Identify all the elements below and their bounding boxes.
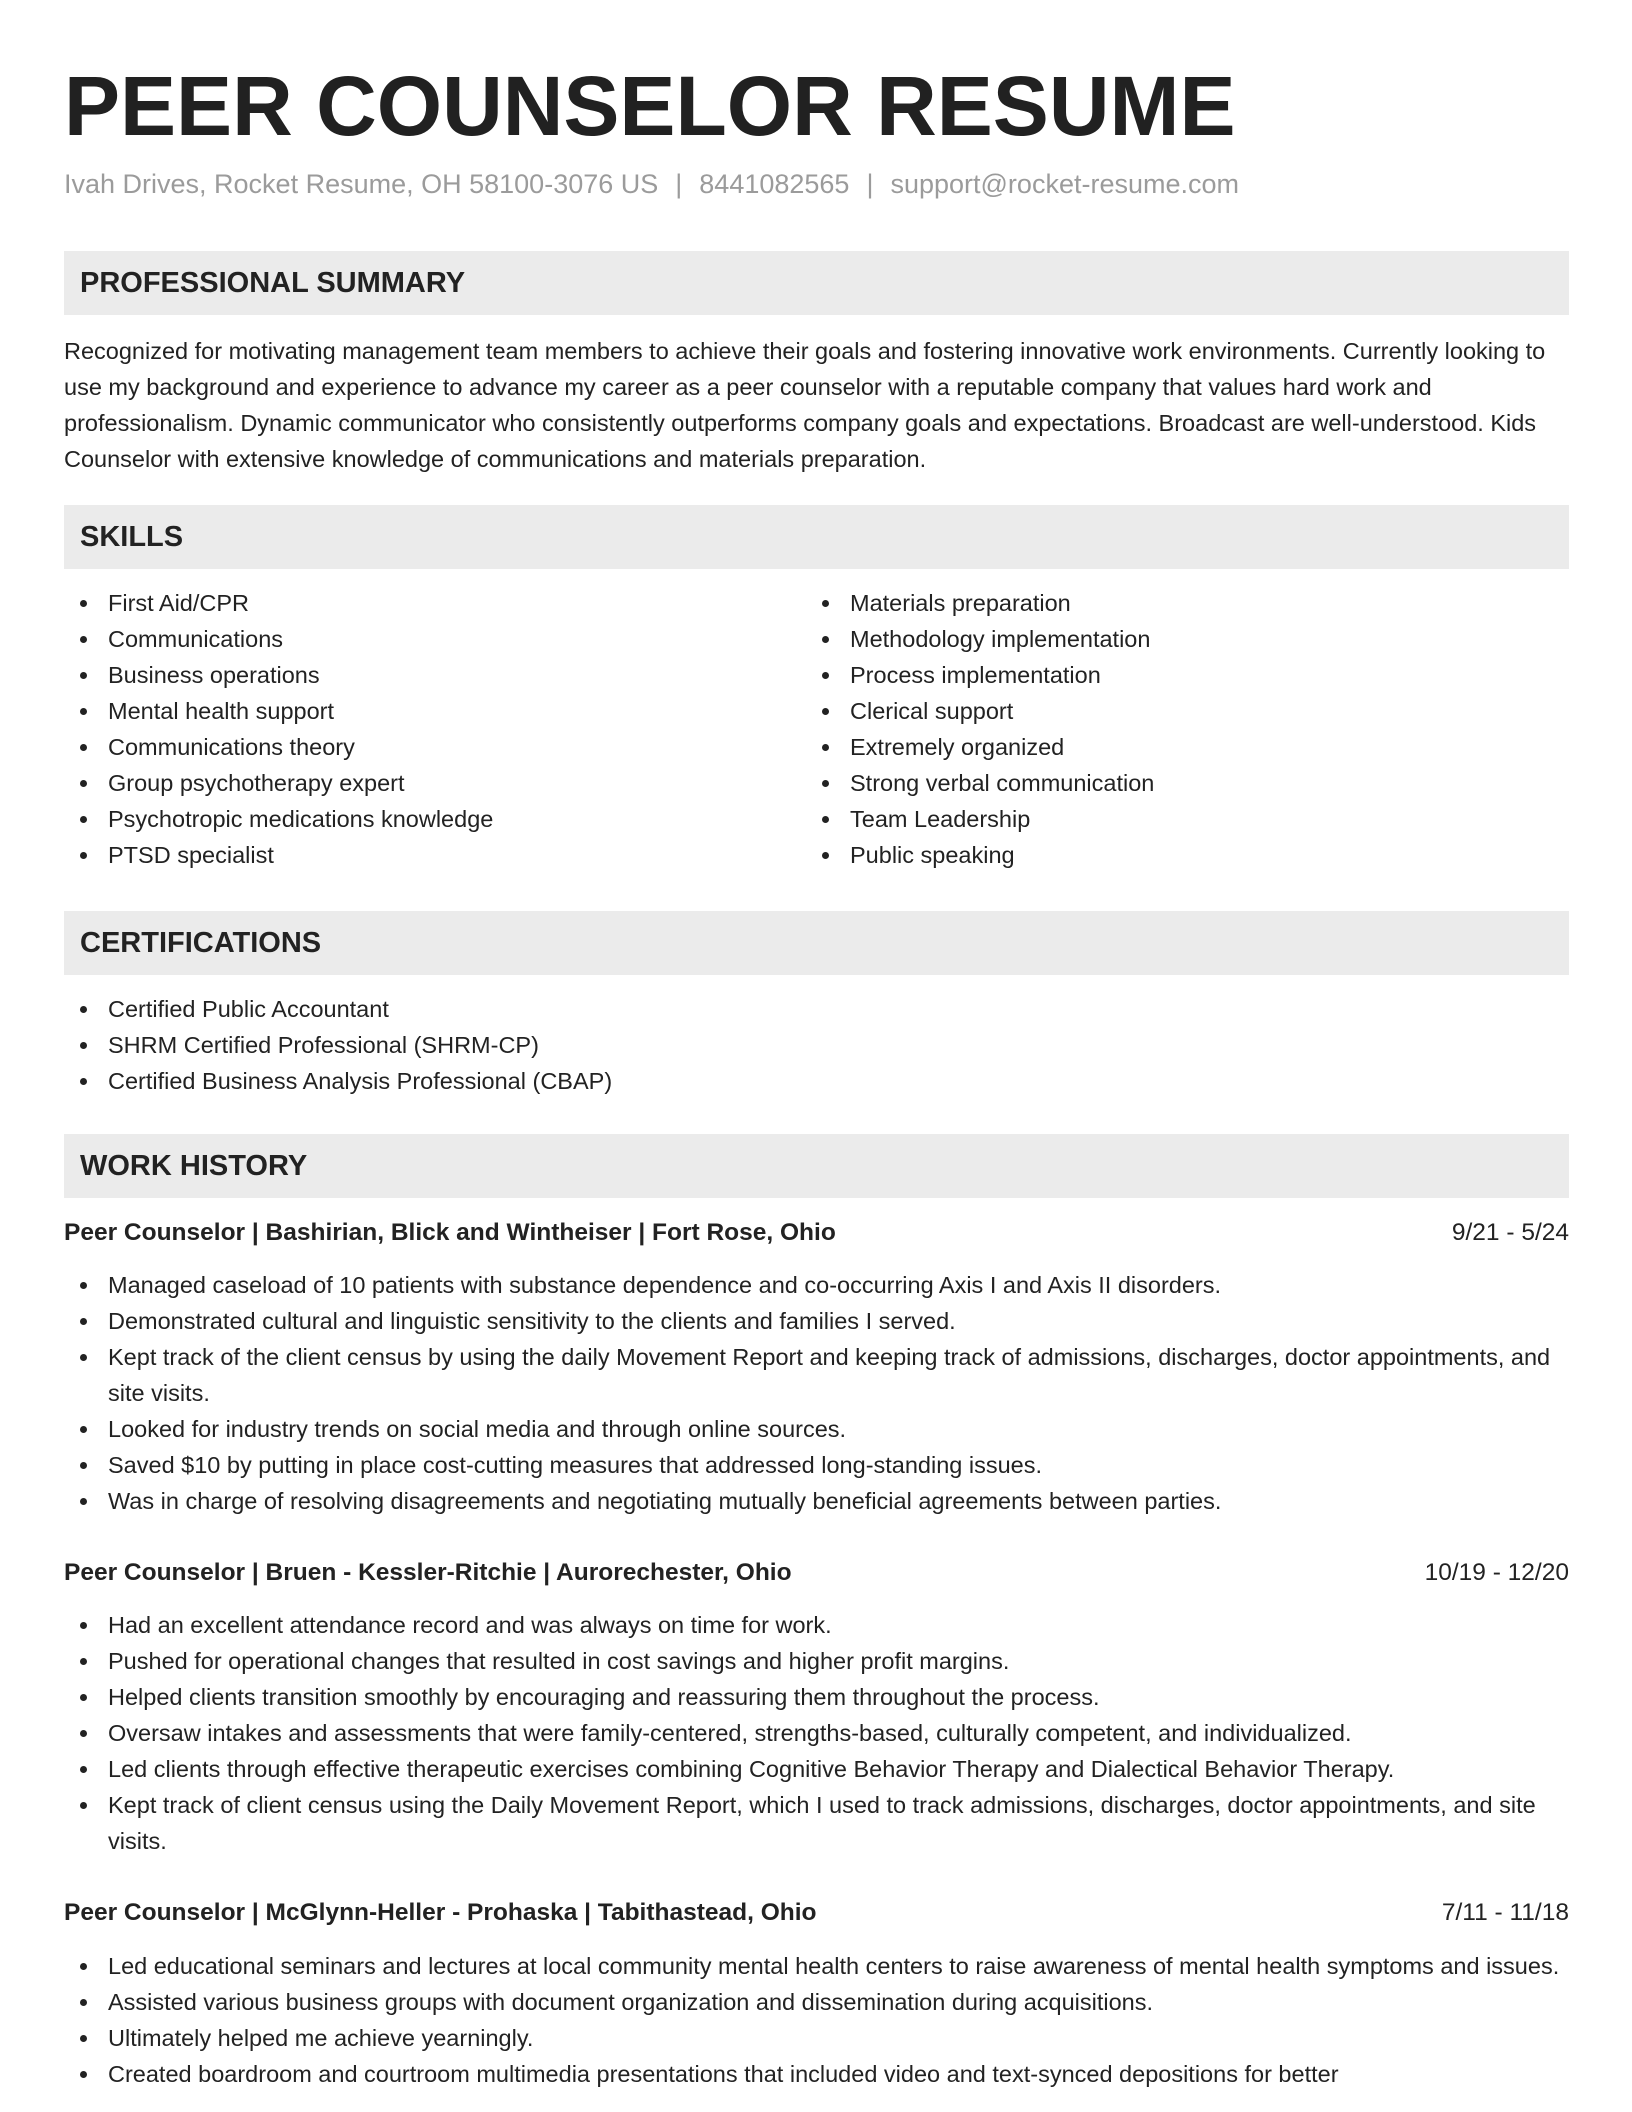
work-heading: WORK HISTORY — [80, 1150, 308, 1182]
skill-item: Materials preparation — [806, 585, 1566, 621]
contact-separator: | — [866, 169, 874, 199]
job-bullet: Had an excellent attendance record and was always on time for work. — [64, 1607, 1569, 1643]
skills-list-right — [806, 585, 1566, 873]
skill-item: Strong verbal communication — [806, 765, 1566, 801]
certifications-heading: CERTIFICATIONS — [80, 927, 322, 959]
resume-title: PEER COUNSELOR RESUME — [64, 59, 1236, 153]
job-dates: 7/11 - 11/18 — [1441, 1899, 1569, 1926]
job-bullet: Managed caseload of 10 patients with substance dependence and co-occurring Axis I and Axis II disorders. — [64, 1267, 1569, 1303]
certification-item: Certified Business Analysis Professional (CBAP) — [64, 1063, 1569, 1099]
job-title: Peer Counselor | McGlynn-Heller - Prohaska | Tabithastead, Ohio — [64, 1899, 817, 1926]
job-header — [64, 1215, 1569, 1251]
job-bullet: Was in charge of resolving disagreements and negotiating mutually beneficial agreements between parties. — [64, 1483, 1569, 1519]
job-title: Peer Counselor | Bashirian, Blick and Wintheiser | Fort Rose, Ohio — [64, 1219, 836, 1246]
job-bullets — [64, 1948, 1569, 2092]
summary-text: Recognized for motivating management team members to achieve their goals and fostering innovative work environments. Currently looking to use my background and experience to advance my career as a peer counselor with a reputable company that values hard work and professionalism. Dynamic communicator who consistently outperforms company goals and expectations. Broadcast are well-understood. Kids Counselor with extensive knowledge of communications and materials preparation. — [64, 338, 1546, 472]
job-bullet: Saved $10 by putting in place cost-cutting measures that addressed long-standing issues. — [64, 1447, 1569, 1483]
job-bullet: Helped clients transition smoothly by encouraging and reassuring them throughout the process. — [64, 1679, 1569, 1715]
job-bullet: Pushed for operational changes that resulted in cost savings and higher profit margins. — [64, 1643, 1569, 1679]
certification-item: SHRM Certified Professional (SHRM-CP) — [64, 1027, 1569, 1063]
job-bullet: Kept track of the client census by using the daily Movement Report and keeping track of admissions, discharges, doctor appointments, and site visits. — [64, 1339, 1569, 1411]
contact-email: support@rocket-resume.com — [890, 169, 1239, 199]
job-bullets — [64, 1607, 1569, 1859]
skill-item: First Aid/CPR — [64, 585, 794, 621]
contact-separator: | — [675, 169, 683, 199]
job-bullets — [64, 1267, 1569, 1519]
skills-section-header — [64, 505, 1569, 569]
job-bullet: Demonstrated cultural and linguistic sensitivity to the clients and families I served. — [64, 1303, 1569, 1339]
job-bullet: Led clients through effective therapeutic exercises combining Cognitive Behavior Therapy and Dialectical Behavior Therapy. — [64, 1751, 1569, 1787]
skill-item: PTSD specialist — [64, 837, 794, 873]
job-bullet: Oversaw intakes and assessments that were family-centered, strengths-based, culturally competent, and individualized. — [64, 1715, 1569, 1751]
skill-item: Communications theory — [64, 729, 794, 765]
certifications-list — [64, 991, 1569, 1099]
contact-address: Ivah Drives, Rocket Resume, OH 58100-3076 US — [64, 169, 659, 199]
certifications-section-header — [64, 911, 1569, 975]
skill-item: Clerical support — [806, 693, 1566, 729]
job-bullet: Created boardroom and courtroom multimedia presentations that included video and text-synced depositions for better — [64, 2056, 1569, 2092]
skill-item: Methodology implementation — [806, 621, 1566, 657]
job-bullet: Led educational seminars and lectures at local community mental health centers to raise awareness of mental health symptoms and issues. — [64, 1948, 1569, 1984]
job-dates: 9/21 - 5/24 — [1451, 1219, 1569, 1246]
job-dates: 10/19 - 12/20 — [1424, 1559, 1569, 1586]
skill-item: Group psychotherapy expert — [64, 765, 794, 801]
job-header — [64, 1555, 1569, 1591]
job-bullet: Looked for industry trends on social media and through online sources. — [64, 1411, 1569, 1447]
job-header — [64, 1895, 1569, 1931]
summary-heading: PROFESSIONAL SUMMARY — [80, 267, 466, 299]
skill-item: Public speaking — [806, 837, 1566, 873]
skill-item: Process implementation — [806, 657, 1566, 693]
work-section-header — [64, 1134, 1569, 1198]
certification-item: Certified Public Accountant — [64, 991, 1569, 1027]
contact-phone: 8441082565 — [699, 169, 850, 199]
skills-list-left — [64, 585, 794, 873]
job-title: Peer Counselor | Bruen - Kessler-Ritchie | Aurorechester, Ohio — [64, 1559, 792, 1586]
skill-item: Mental health support — [64, 693, 794, 729]
skill-item: Communications — [64, 621, 794, 657]
skills-heading: SKILLS — [80, 521, 184, 553]
skill-item: Extremely organized — [806, 729, 1566, 765]
skill-item: Business operations — [64, 657, 794, 693]
job-bullet: Assisted various business groups with document organization and dissemination during acquisitions. — [64, 1984, 1569, 2020]
contact-line — [64, 166, 1239, 202]
summary-section-header — [64, 251, 1569, 315]
job-bullet: Kept track of client census using the Daily Movement Report, which I used to track admissions, discharges, doctor appointments, and site visits. — [64, 1787, 1569, 1859]
skill-item: Psychotropic medications knowledge — [64, 801, 794, 837]
job-bullet: Ultimately helped me achieve yearningly. — [64, 2020, 1569, 2056]
skill-item: Team Leadership — [806, 801, 1566, 837]
